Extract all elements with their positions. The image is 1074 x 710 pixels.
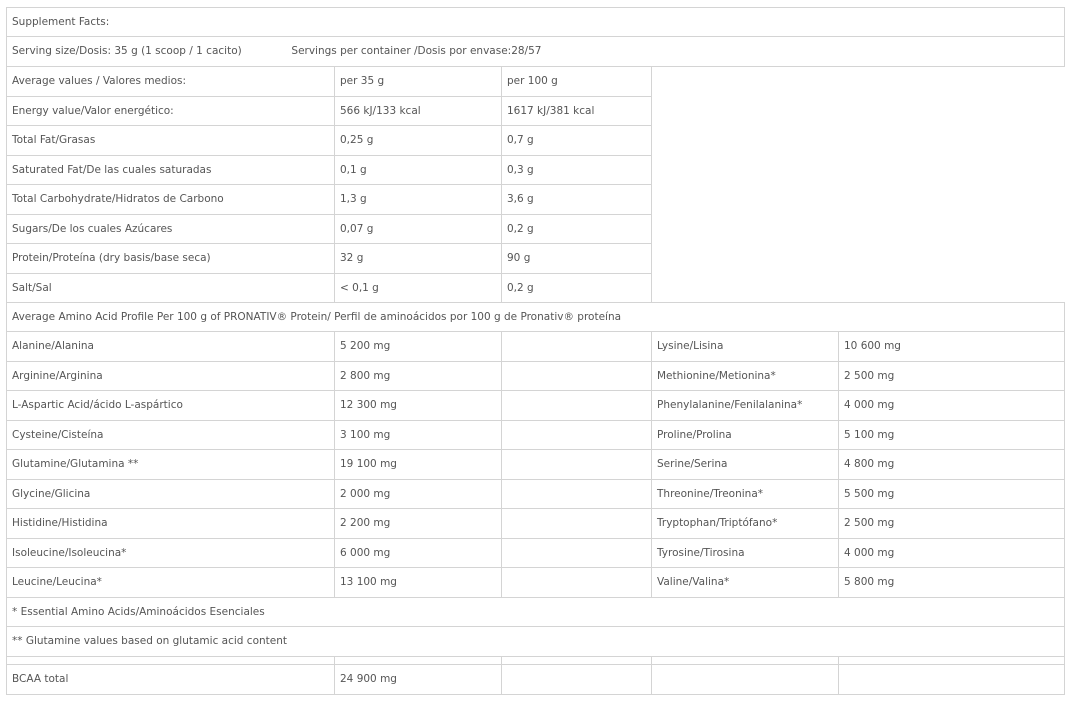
amino-spacer [502,362,652,391]
amino-value: 4 800 mg [839,450,1065,480]
supplement-facts-table [6,7,1065,695]
title-row [7,8,1065,37]
amino-name: Glutamine/Glutamina ** [7,450,335,480]
amino-row [7,568,1065,598]
amino-acid-profile-heading: Average Amino Acid Profile Per 100 g of PRONATIV® Protein/ Perfil de aminoácidos por 100 g de Pronativ® proteína [7,303,1065,332]
nutrient-name: Protein/Proteína (dry basis/base seca) [7,244,335,274]
amino-row [7,391,1065,421]
amino-value: 2 200 mg [335,509,502,539]
bcaa-spacer [839,665,1065,695]
nutrient-per100: 90 g [502,244,652,274]
amino-spacer [502,450,652,480]
nutrition-header-row [7,67,1065,97]
nutrition-header-per35: per 35 g [335,67,502,97]
amino-spacer [502,539,652,568]
nutrient-name: Saturated Fat/De las cuales saturadas [7,156,335,185]
serving-row [7,37,1065,67]
amino-spacer [502,332,652,362]
amino-name: Glycine/Glicina [7,480,335,509]
amino-value: 3 100 mg [335,421,502,450]
amino-spacer [502,391,652,421]
amino-name: Arginine/Arginina [7,362,335,391]
amino-name: Phenylalanine/Fenilalanina* [652,391,839,421]
amino-row [7,421,1065,450]
amino-name: Methionine/Metionina* [652,362,839,391]
amino-value: 4 000 mg [839,391,1065,421]
amino-name: Isoleucine/Isoleucina* [7,539,335,568]
amino-value: 5 200 mg [335,332,502,362]
empty-space [652,67,1065,303]
amino-value: 2 000 mg [335,480,502,509]
amino-value: 12 300 mg [335,391,502,421]
bcaa-spacer [652,665,839,695]
amino-value: 2 500 mg [839,509,1065,539]
nutrient-per100: 1617 kJ/381 kcal [502,97,652,126]
note-row [7,627,1065,657]
nutrient-per35: 1,3 g [335,185,502,215]
amino-value: 2 500 mg [839,362,1065,391]
nutrient-name: Salt/Sal [7,274,335,303]
bcaa-spacer [502,665,652,695]
bcaa-value: 24 900 mg [335,665,502,695]
amino-name: Valine/Valina* [652,568,839,598]
amino-spacer [502,421,652,450]
nutrient-per35: 32 g [335,244,502,274]
nutrient-per35: 0,07 g [335,215,502,244]
amino-row [7,539,1065,568]
nutrient-name: Total Carbohydrate/Hidratos de Carbono [7,185,335,215]
spacer-cell [335,657,502,665]
amino-name: Proline/Prolina [652,421,839,450]
amino-row [7,450,1065,480]
amino-name: L-Aspartic Acid/ácido L-aspártico [7,391,335,421]
note-row [7,598,1065,627]
serving-info-cell [7,37,1065,67]
amino-name: Leucine/Leucina* [7,568,335,598]
amino-spacer [502,568,652,598]
amino-name: Serine/Serina [652,450,839,480]
amino-row [7,362,1065,391]
amino-value: 2 800 mg [335,362,502,391]
nutrient-per35: 0,25 g [335,126,502,156]
nutrient-per100: 3,6 g [502,185,652,215]
amino-name: Tryptophan/Triptófano* [652,509,839,539]
nutrient-per100: 0,2 g [502,274,652,303]
nutrient-per100: 0,7 g [502,126,652,156]
servings-per-container: Servings per container /Dosis por envase:28/57 [291,45,542,58]
amino-value: 5 100 mg [839,421,1065,450]
bcaa-label: BCAA total [7,665,335,695]
amino-row [7,509,1065,539]
nutrient-per100: 0,2 g [502,215,652,244]
amino-row [7,480,1065,509]
amino-heading-row [7,303,1065,332]
amino-row [7,332,1065,362]
bcaa-row [7,665,1065,695]
glutamine-note: ** Glutamine values based on glutamic acid content [7,627,1065,657]
nutrition-header-label: Average values / Valores medios: [7,67,335,97]
amino-value: 5 500 mg [839,480,1065,509]
essential-amino-note: * Essential Amino Acids/Aminoácidos Esenciales [7,598,1065,627]
amino-name: Cysteine/Cisteína [7,421,335,450]
amino-value: 5 800 mg [839,568,1065,598]
nutrient-per35: < 0,1 g [335,274,502,303]
amino-value: 13 100 mg [335,568,502,598]
nutrient-name: Energy value/Valor energético: [7,97,335,126]
amino-name: Lysine/Lisina [652,332,839,362]
supplement-facts-title: Supplement Facts: [7,8,1065,37]
amino-value: 10 600 mg [839,332,1065,362]
amino-spacer [502,480,652,509]
amino-value: 4 000 mg [839,539,1065,568]
amino-name: Threonine/Treonina* [652,480,839,509]
amino-spacer [502,509,652,539]
spacer-cell [7,657,335,665]
amino-name: Histidine/Histidina [7,509,335,539]
spacer-cell [502,657,652,665]
nutrient-name: Sugars/De los cuales Azúcares [7,215,335,244]
spacer-cell [652,657,839,665]
serving-size: Serving size/Dosis: 35 g (1 scoop / 1 cacito) [12,45,242,58]
amino-value: 19 100 mg [335,450,502,480]
spacer-cell [839,657,1065,665]
amino-name: Alanine/Alanina [7,332,335,362]
nutrient-per35: 0,1 g [335,156,502,185]
amino-value: 6 000 mg [335,539,502,568]
nutrient-name: Total Fat/Grasas [7,126,335,156]
nutrition-header-per100: per 100 g [502,67,652,97]
spacer-row [7,657,1065,665]
amino-name: Tyrosine/Tirosina [652,539,839,568]
nutrient-per100: 0,3 g [502,156,652,185]
nutrient-per35: 566 kJ/133 kcal [335,97,502,126]
